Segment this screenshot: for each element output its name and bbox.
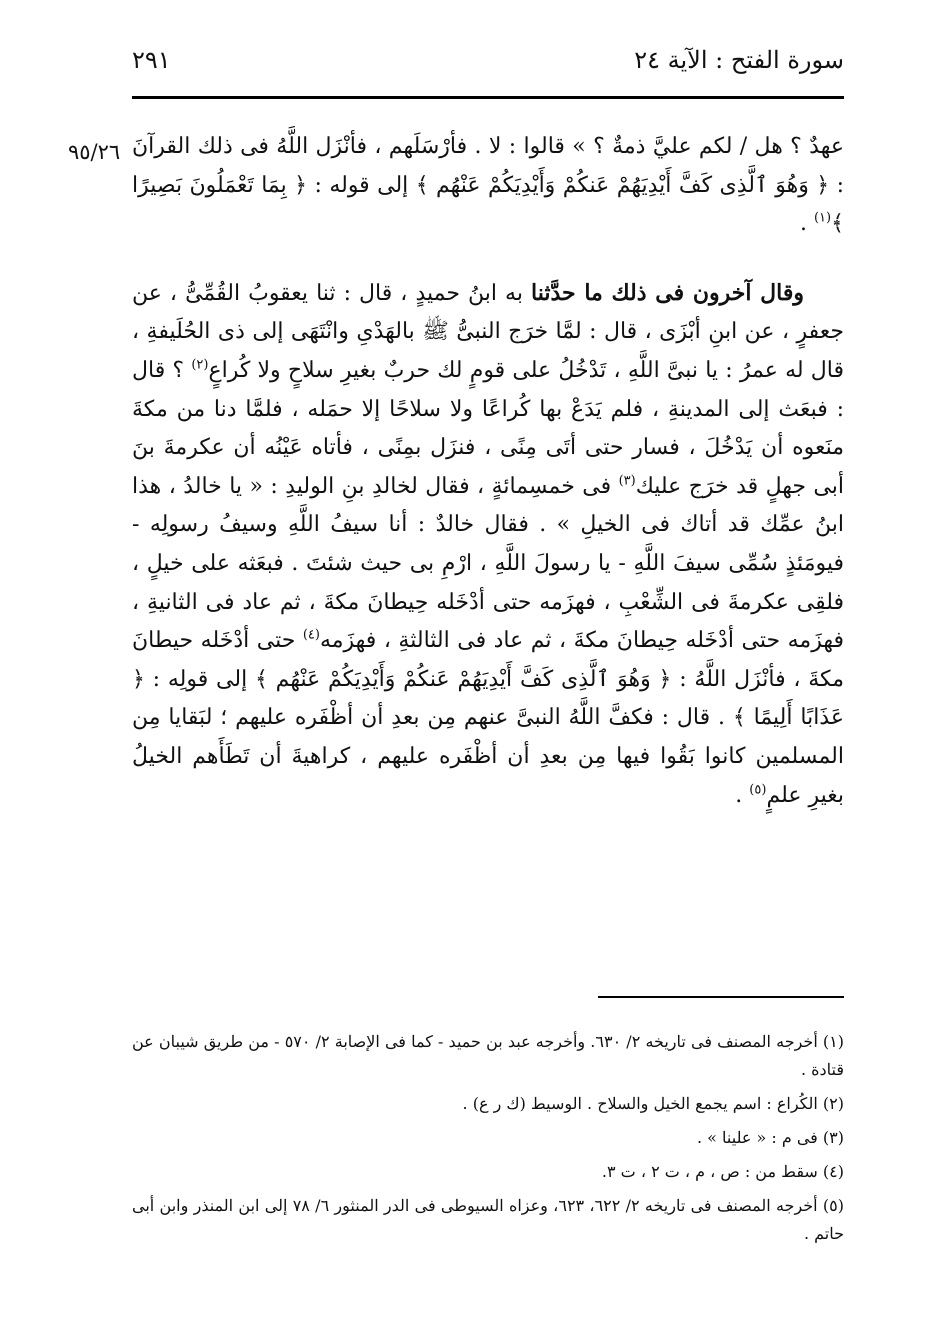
quran-quote: ﴿ عَذَابًا أَلِيمًا ﴾ xyxy=(132,666,844,731)
footnote-marker: (٥) xyxy=(749,782,767,798)
text-span: إلى قولِه : xyxy=(144,666,255,692)
footnote-marker: (٢) xyxy=(191,357,209,373)
footnotes xyxy=(132,1028,844,1254)
footnote-divider xyxy=(598,996,844,998)
footnote-marker: (٣) xyxy=(618,473,636,489)
text-span: حتى أدْخَله حيطانَ مكةَ ، فأنْزَل اللَّهُ : xyxy=(132,628,844,692)
footnote-4: (٤) سقط من : ص ، م ، ت ٢ ، ت ٣. xyxy=(601,1162,844,1181)
text-span: فى خمسِمائةٍ ، فقال لخالدِ بنِ الوليدِ : « يا خالدُ ، هذا ابنُ عمِّك قد أتاك فى الخيلِ » . فقال خالدٌ : أنا سيفُ اللَّهِ وسيفُ رسولِه - فيومَئذٍ سُمِّى سيفَ اللَّهِ - يا رسولَ اللَّهِ ، ارْمِ بى حيث شئتَ . فبعَثه على خيلٍ ، فلقِى عكرمةَ فى الشِّعْبِ ، فهزَمه حتى أدْخَله حِيطانَ مكةَ ، ثم عاد فى الثانيةِ ، فهزَمه حتى أدْخَله حِيطانَ مكةَ ، ثم عاد فى الثالثةِ ، فهزَمه xyxy=(132,473,844,654)
text-span: عهدٌ ؟ هل / لكم عليَّ ذمةٌ ؟ » قالوا : لا . فأرْسَلَهم ، فأنْزَل اللَّهُ فى ذلك القرآنَ : xyxy=(132,134,845,198)
quran-quote: ﴿ وَهُوَ ٱلَّذِى كَفَّ أَيْدِيَهُمْ عَنكُمْ وَأَيْدِيَكُمْ عَنْهُم ﴾ xyxy=(415,172,830,198)
main-text xyxy=(132,128,844,815)
footnote-3: (٣) فى م : « علينا » . xyxy=(696,1128,844,1147)
paragraph-lead: وقال آخرون فى ذلك ما حدَّثنا xyxy=(531,279,805,306)
text-span: . xyxy=(735,782,750,808)
footnote-1: (١) أخرجه المصنف فى تاريخه ٢/ ٦٣٠. وأخرجه عبد بن حميد - كما فى الإصابة ٢/ ٥٧٠ - من طريق شيبان عن قتادة . xyxy=(132,1032,844,1079)
page-header xyxy=(132,40,844,92)
text-span: به ابنُ حميدٍ ، قال : ثنا يعقوبُ القُمِّىُّ ، عن جعفرٍ ، عن ابنِ أبْزَى ، قال : لمَّا خرَج النبىُّ ﷺ بالهَدْىِ وانْتَهَى إلى ذى الحُلَيفةِ ، قال له عمرُ : يا نبىَّ اللَّهِ ، تَدْخُلُ على قومٍ لك حربٌ بغيرِ سلاحٍ ولا كُراعٍ xyxy=(132,280,844,383)
footnote-marker: (١) xyxy=(813,210,832,226)
running-title: سورة الفتح : الآية ٢٤ xyxy=(634,46,844,74)
paragraph-1 xyxy=(132,128,844,244)
page-number: ٢٩١ xyxy=(132,46,171,74)
text-span: . قال : فكفَّ اللَّهُ النبىَّ عنهم مِن بعدِ أن أظْفَره عليهم ؛ لبَقايا مِن المسلمين كانوا بَقُوا فيها مِن بعدِ أن أظْفَره عليهم ، كراهيةَ أن تَطَأَهم الخيلُ بغيرِ علمٍ xyxy=(132,705,844,808)
text-span: ؟ قال : فبعَث إلى المدينةِ ، فلم يَدَعْ بها كُراعًا ولا سلاحًا إلا حمَله ، فلمَّا دنا من مكةَ منَعوه أن يَدْخُلَ ، فسار حتى أتَى مِنًى ، فنزَل بمِنًى ، فأتاه عَيْنُه أن عكرمةَ بنَ أبى جهلٍ قد خرَج عليك xyxy=(132,357,844,499)
footnote-5: (٥) أخرجه المصنف فى تاريخه ٢/ ٦٢٢، ٦٢٣، وعزاه السيوطى فى الدر المنثور ٦/ ٧٨ إلى ابن المنذر وابن أبى حاتم . xyxy=(132,1196,844,1243)
marginal-reference: ٩٥/٢٦ xyxy=(68,140,121,164)
text-span: . xyxy=(799,211,814,237)
text-span: إلى قوله : xyxy=(307,172,416,198)
paragraph-2 xyxy=(132,274,844,815)
header-divider xyxy=(132,96,844,99)
footnote-marker: (٤) xyxy=(302,627,320,643)
quran-quote: ﴿ وَهُوَ ٱلَّذِى كَفَّ أَيْدِيَهُمْ عَنكُمْ وَأَيْدِيَكُمْ عَنْهُم ﴾ xyxy=(255,666,672,692)
footnote-2: (٢) الكُراع : اسم يجمع الخيل والسلاح . الوسيط (ك ر ع) . xyxy=(462,1094,844,1113)
quran-quote: ﴿ بِمَا تَعْمَلُونَ بَصِيرًا ﴾ xyxy=(132,172,844,237)
